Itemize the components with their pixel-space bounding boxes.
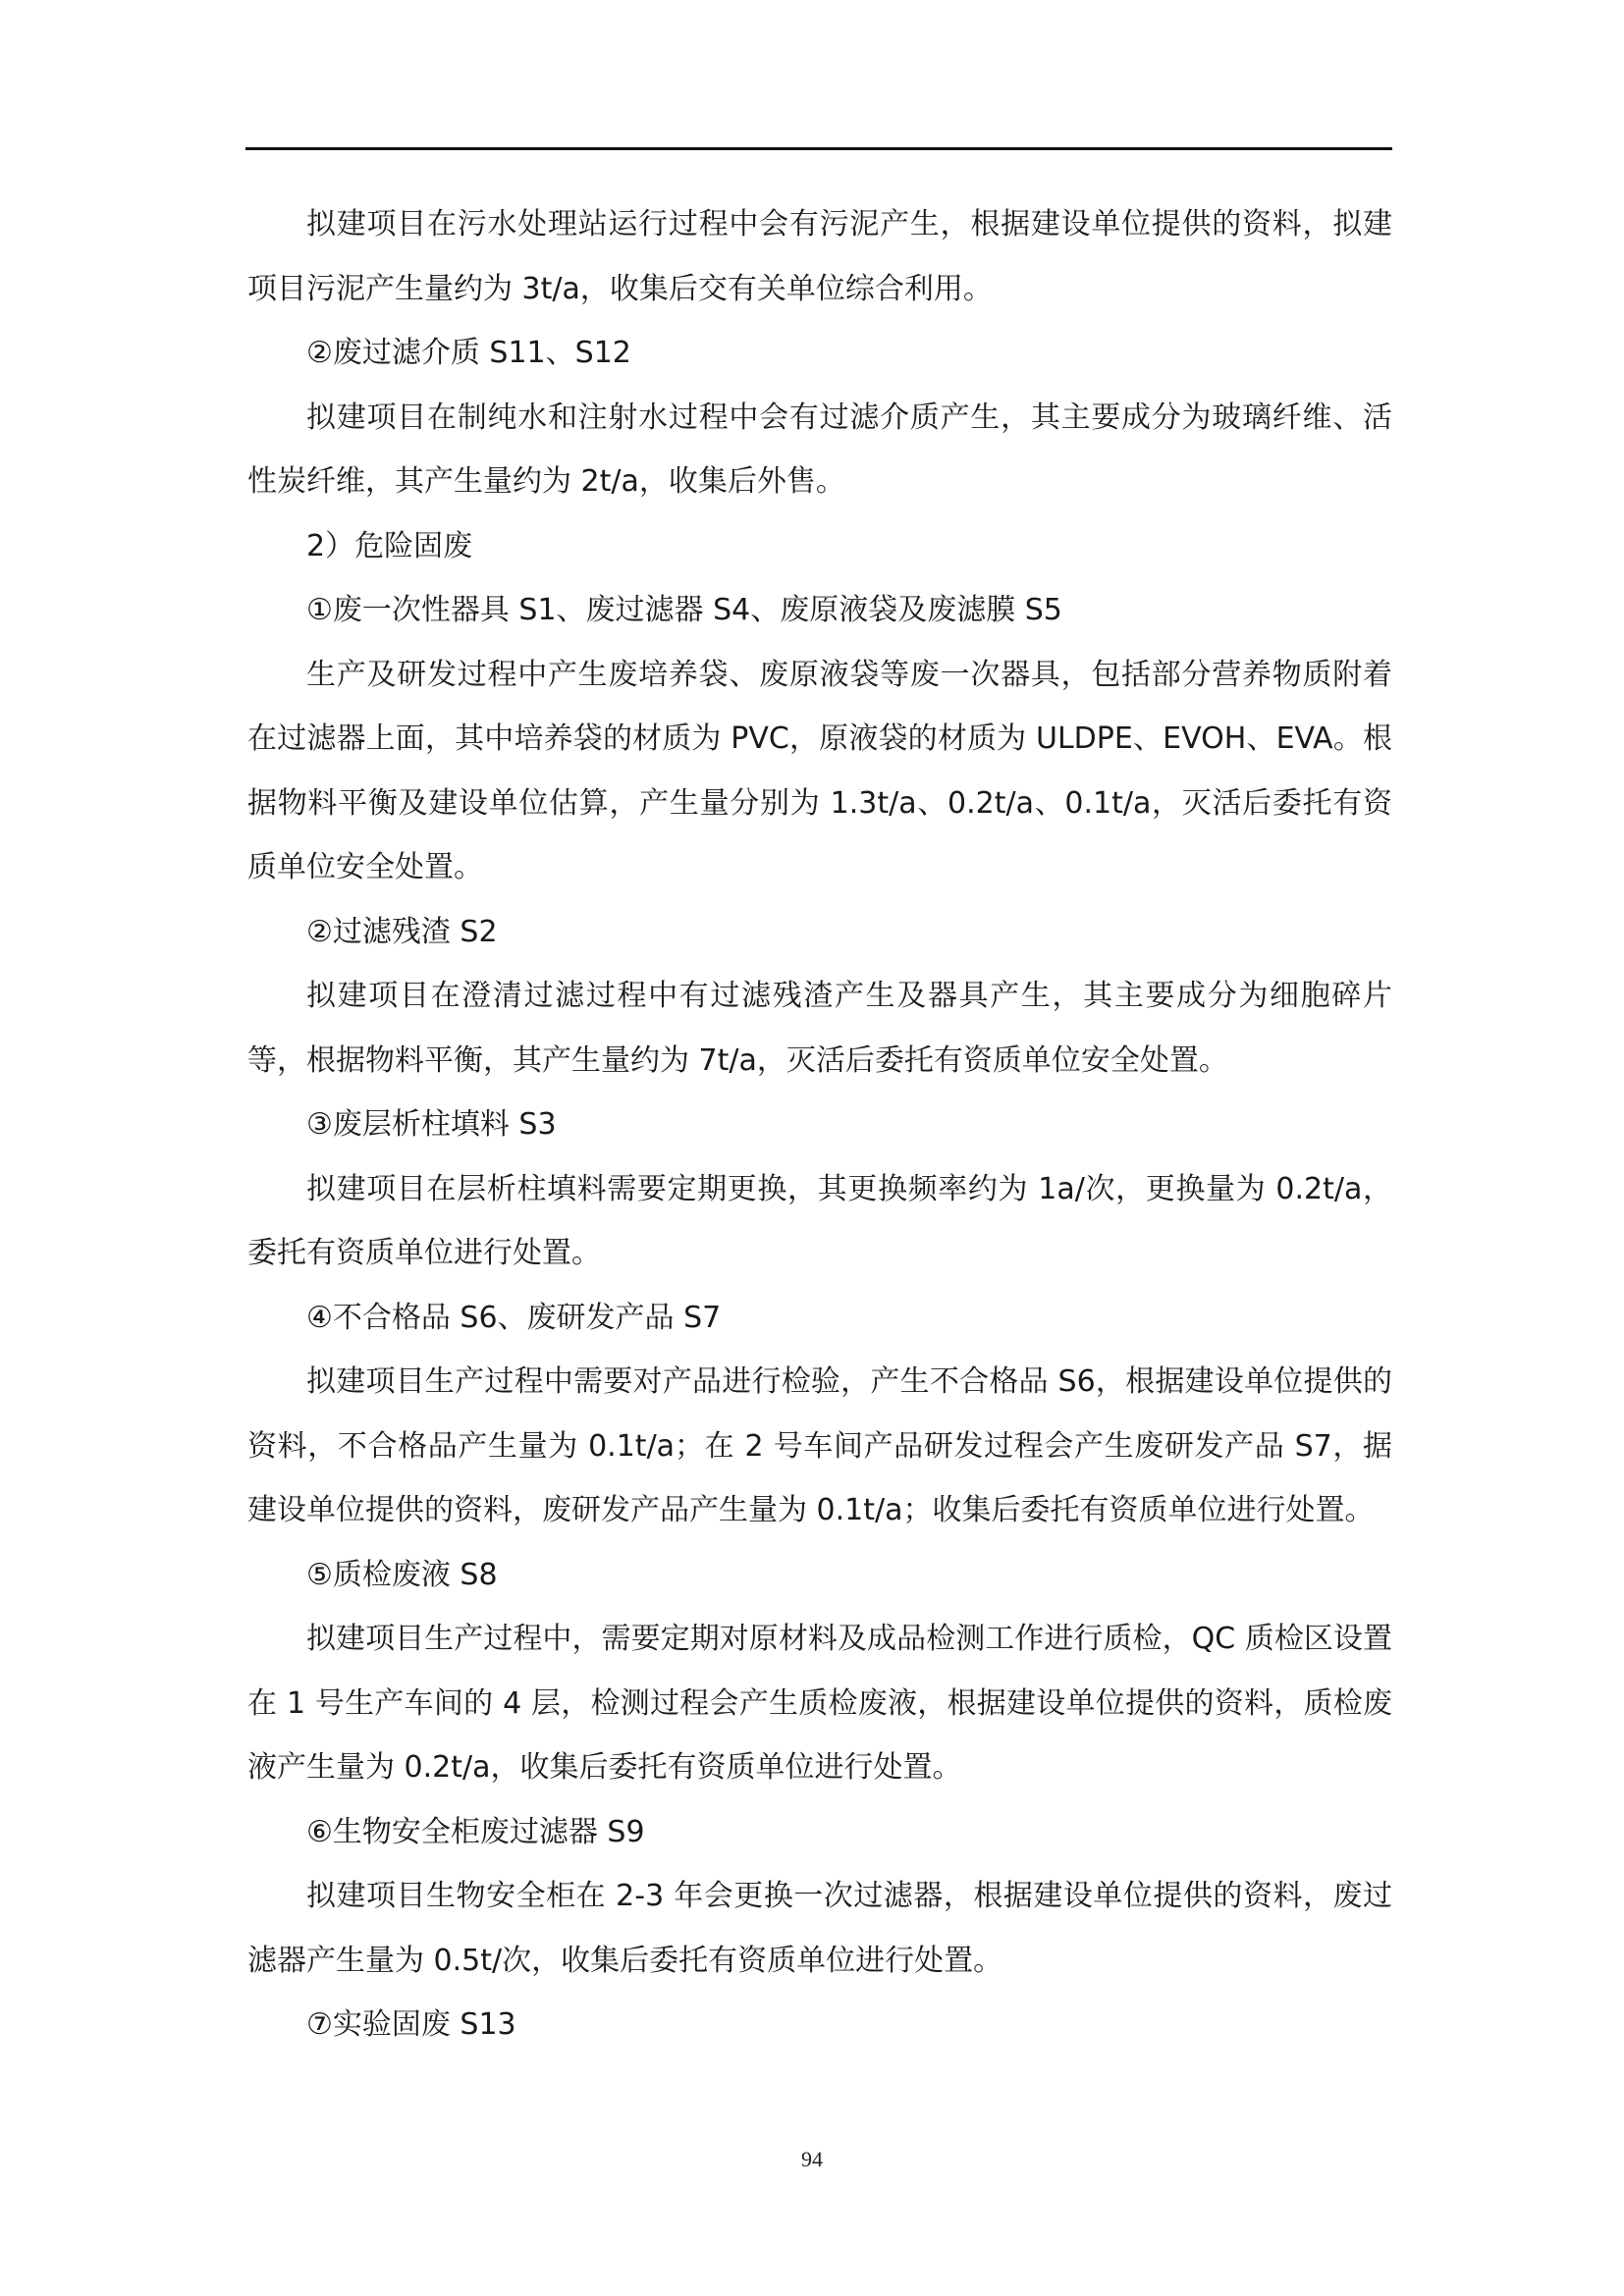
subsection-heading: ①废一次性器具 S1、废过滤器 S4、废原液袋及废滤膜 S5	[306, 593, 1062, 627]
subsection-heading: ③废层析柱填料 S3	[306, 1107, 557, 1142]
subsection-heading: ④不合格品 S6、废研发产品 S7	[306, 1300, 722, 1335]
header-rule	[245, 147, 1392, 150]
paragraph: 拟建项目生产过程中，需要定期对原材料及成品检测工作进行质检，QC 质检区设置在 1 号生产车间的 4 层，检测过程会产生质检废液，根据建设单位提供的资料，质检废液产生量为 0.2t/a，收集后委托有资质单位进行处置。	[247, 1622, 1392, 1785]
paragraph: 拟建项目在澄清过滤过程中有过滤残渣产生及器具产生，其主要成分为细胞碎片等，根据物料平衡，其产生量约为 7t/a，灭活后委托有资质单位安全处置。	[247, 979, 1392, 1078]
body-text	[247, 192, 1392, 2057]
paragraph: 拟建项目在制纯水和注射水过程中会有过滤介质产生，其主要成分为玻璃纤维、活性炭纤维，其产生量约为 2t/a，收集后外售。	[247, 400, 1392, 499]
paragraph: 拟建项目生产过程中需要对产品进行检验，产生不合格品 S6，根据建设单位提供的资料，不合格品产生量为 0.1t/a；在 2 号车间产品研发过程会产生废研发产品 S7，据建设单位提供的资料，废研发产品产生量为 0.1t/a；收集后委托有资质单位进行处置。	[247, 1364, 1392, 1527]
subsection-heading: ②废过滤介质 S11、S12	[306, 336, 631, 370]
paragraph: 拟建项目生物安全柜在 2-3 年会更换一次过滤器，根据建设单位提供的资料，废过滤器产生量为 0.5t/次，收集后委托有资质单位进行处置。	[247, 1879, 1392, 1978]
paragraph: 拟建项目在污水处理站运行过程中会有污泥产生，根据建设单位提供的资料，拟建项目污泥产生量约为 3t/a，收集后交有关单位综合利用。	[247, 207, 1392, 306]
subsection-heading: ②过滤残渣 S2	[306, 914, 498, 949]
page-number: 94	[801, 2147, 823, 2171]
subsection-heading: ⑥生物安全柜废过滤器 S9	[306, 1814, 645, 1849]
subsection-heading: ⑦实验固废 S13	[306, 2007, 516, 2042]
paragraph: 拟建项目在层析柱填料需要定期更换，其更换频率约为 1a/次，更换量为 0.2t/a，委托有资质单位进行处置。	[247, 1171, 1392, 1270]
subsection-heading: ⑤质检废液 S8	[306, 1557, 498, 1592]
section-heading: 2）危险固废	[306, 528, 473, 563]
paragraph: 生产及研发过程中产生废培养袋、废原液袋等废一次器具，包括部分营养物质附着在过滤器上面，其中培养袋的材质为 PVC，原液袋的材质为 ULDPE、EVOH、EVA。根据物料平衡及建设单位估算，产生量分别为 1.3t/a、0.2t/a、0.1t/a，灭活后委托有资质单位安全处置。	[247, 657, 1392, 884]
